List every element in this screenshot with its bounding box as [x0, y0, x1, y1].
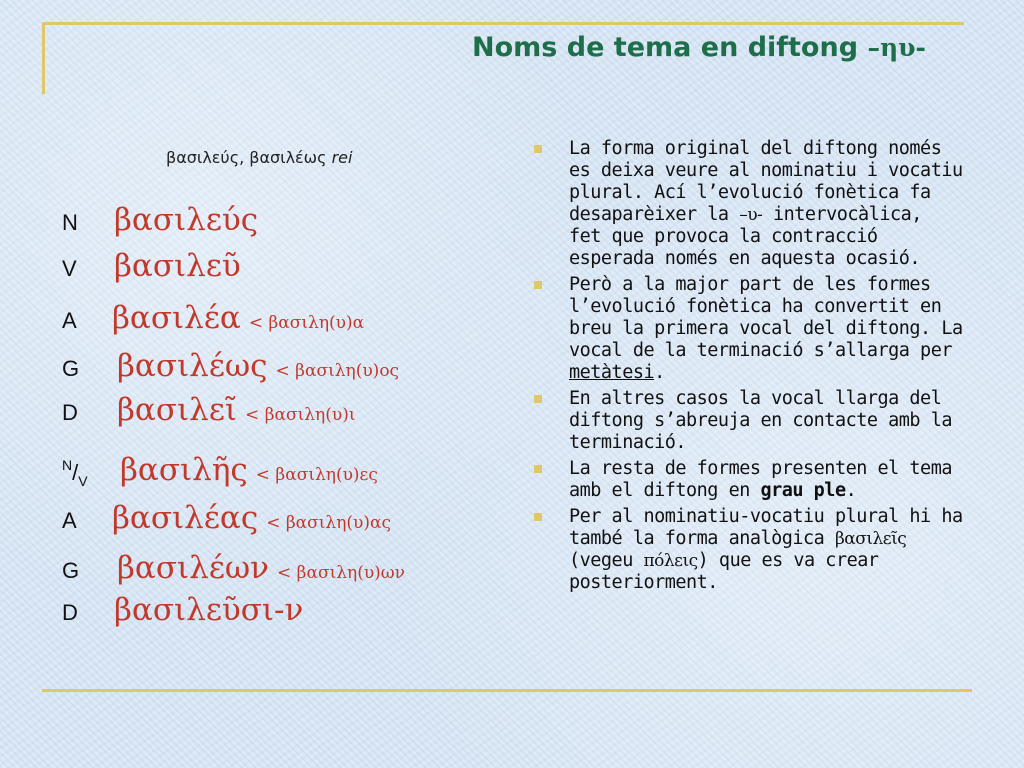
note-text: La forma original del diftong només es deixa veure al nominatiu i vocatiu plural. Ací l’evolució fonètica fa desaparèixer la	[569, 138, 963, 225]
note-item	[532, 506, 964, 594]
paradigm-row-dat-pl	[62, 592, 303, 636]
square-bullet-icon	[534, 145, 542, 153]
paradigm-row-gen-pl	[62, 550, 405, 594]
note-text: .	[654, 362, 665, 383]
greek-form: βασιλεῦσι-ν	[114, 592, 304, 628]
greek-form: βασιλεύς	[114, 202, 259, 238]
case-label: V	[62, 256, 77, 281]
note-text: ) que es va crear posteriorment.	[569, 550, 879, 593]
origin-form: < βασιλη(υ)ων	[277, 563, 405, 583]
paradigm-row-nom-voc-pl	[62, 452, 378, 496]
case-label: G	[62, 356, 80, 381]
note-text: En altres casos la vocal llarga del diftong s’abreuja en contacte amb la terminació.	[569, 388, 952, 453]
paradigm-row-voc-sg	[62, 248, 241, 292]
paradigm-row-dat-sg	[62, 392, 356, 436]
case-label-nominative: N	[62, 457, 73, 473]
note-greek: πόλεις	[643, 551, 698, 571]
note-text: (vegeu	[569, 550, 644, 571]
bottom-rule	[42, 689, 972, 692]
greek-form: βασιλῆς	[120, 452, 248, 488]
lemma-line	[166, 148, 352, 167]
origin-form: < βασιλη(υ)ας	[266, 513, 391, 533]
note-term-underlined: metàtesi	[569, 362, 655, 383]
title-greek: –ηυ-	[867, 33, 926, 62]
note-term-bold: grau ple	[760, 480, 846, 501]
greek-form: βασιλέων	[117, 550, 270, 586]
case-label-slash: /	[72, 460, 79, 485]
case-label-vocative: V	[78, 473, 88, 489]
paradigm-row-nom-sg	[62, 202, 258, 246]
case-label: D	[62, 600, 78, 625]
case-label: G	[62, 558, 80, 583]
greek-form: βασιλεῦ	[114, 248, 241, 284]
square-bullet-icon	[534, 395, 542, 403]
top-rule	[42, 22, 964, 25]
slide-title	[472, 32, 926, 63]
case-label: A	[62, 508, 77, 533]
greek-form: βασιλέως	[117, 348, 268, 384]
left-rule	[42, 22, 45, 94]
lemma-gloss: rei	[331, 148, 353, 167]
note-greek: –υ-	[739, 205, 763, 225]
note-text: Però a la major part de les formes l’evolució fonètica ha convertit en breu la primera vocal del diftong. La vocal de la terminació s’allarga per	[569, 274, 963, 361]
paradigm-row-gen-sg	[62, 348, 399, 392]
square-bullet-icon	[534, 281, 542, 289]
note-text: Per al nominatiu-vocatiu plural hi ha també la forma analògica	[569, 506, 963, 549]
square-bullet-icon	[534, 465, 542, 473]
note-item	[532, 388, 964, 454]
notes-list	[532, 138, 964, 598]
paradigm-row-acc-sg	[62, 300, 364, 344]
note-text: intervocàlica, fet que provoca la contracció esperada només en aquesta ocasió.	[569, 204, 922, 269]
note-text: La resta de formes presenten el tema amb el diftong en	[569, 458, 952, 501]
case-label: N	[62, 210, 78, 235]
origin-form: < βασιλη(υ)ι	[245, 405, 356, 425]
note-text: .	[845, 480, 857, 501]
origin-form: < βασιλη(υ)ες	[255, 465, 378, 485]
origin-form: < βασιλη(υ)ος	[275, 361, 400, 381]
case-label	[62, 457, 120, 489]
origin-form: < βασιλη(υ)α	[248, 313, 365, 333]
case-label: D	[62, 400, 78, 425]
note-item	[532, 274, 964, 384]
lemma-greek: βασιλεύς, βασιλέως	[166, 148, 332, 167]
square-bullet-icon	[534, 513, 542, 521]
note-greek: βασιλεῖς	[834, 529, 907, 549]
greek-form: βασιλέα	[112, 300, 241, 336]
note-item	[532, 458, 964, 502]
note-item	[532, 138, 964, 270]
case-label: A	[62, 308, 77, 333]
greek-form: βασιλέας	[112, 500, 259, 536]
paradigm-row-acc-pl	[62, 500, 391, 544]
greek-form: βασιλεῖ	[117, 392, 238, 428]
title-text: Noms de tema en diftong	[472, 32, 868, 63]
